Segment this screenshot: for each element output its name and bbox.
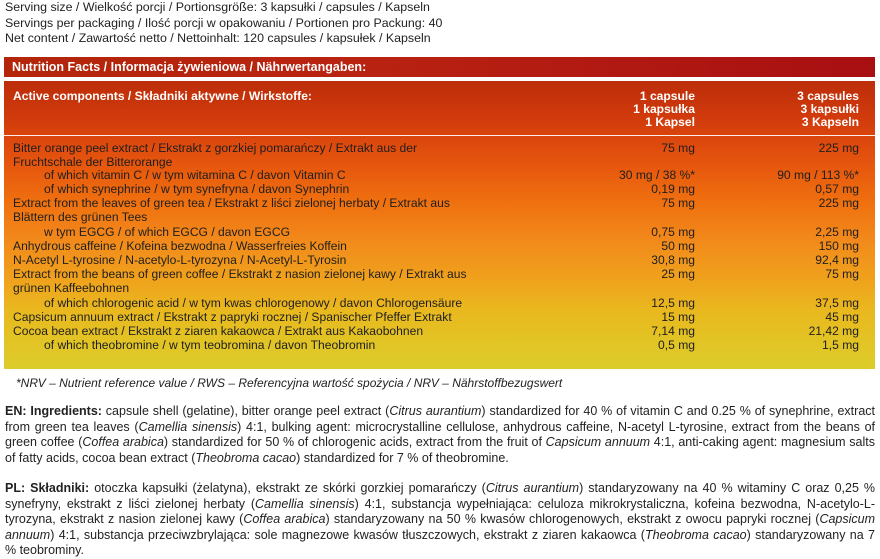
row-label-theobromine: of which theobromine / w tym teobromina / davon Theobromin <box>44 338 376 352</box>
ingredients-en-latin: Capsicum annuum <box>545 435 651 449</box>
row-v1-bitter-orange: 75 mg <box>661 141 695 155</box>
row-v1-egcg: 0,75 mg <box>651 225 695 239</box>
ingredients-pl-label: PL: Składniki: <box>5 481 90 495</box>
row-label-caffeine: Anhydrous caffeine / Kofeina bezwodna / Wasserfreies Koffein <box>13 239 347 253</box>
ingredients-pl-latin: Camellia sinensis <box>255 496 355 511</box>
ingredients-pl-latin: Theobroma cacao <box>644 527 747 542</box>
row-label-green-tea: Extract from the leaves of green tea / Ekstrakt z liści zielonej herbaty / Extrakt aus Blättern des grünen Tees <box>13 196 450 224</box>
serving-info <box>5 0 442 47</box>
ingredients-en-latin: Coffea arabica <box>82 435 164 449</box>
row-label-green-coffee: Extract from the beans of green coffee / Ekstrakt z nasion zielonej kawy / Extrakt aus grünen Kaffeebohnen <box>13 267 467 295</box>
row-v1-tyrosine: 30,8 mg <box>651 253 695 267</box>
ingredients-en <box>5 404 875 466</box>
col2-header-pl: 3 kapsułki <box>800 102 859 116</box>
ingredients-en-latin: Camellia sinensis <box>138 419 238 434</box>
row-v2-cocoa: 21,42 mg <box>808 324 859 338</box>
row-label-capsicum: Capsicum annuum extract / Ekstrakt z papryki rocznej / Spanischer Pfeffer Extrakt <box>13 310 452 324</box>
ingredients-pl-text: otoczka kapsułki (żelatyna), ekstrakt ze skórki gorzkiej pomarańczy ( <box>89 481 486 495</box>
serving-size: Serving size / Wielkość porcji / Portionsgröße: 3 kapsułki / capsules / Kapseln <box>5 0 430 14</box>
row-v2-synephrine: 0,57 mg <box>815 182 859 196</box>
row-v2-tyrosine: 92,4 mg <box>815 253 859 267</box>
nutrition-facts-title: Nutrition Facts / Informacja żywieniowa / Nährwertangaben: <box>4 57 875 77</box>
row-v2-chlorogenic: 37,5 mg <box>815 296 859 310</box>
header-divider <box>4 135 875 136</box>
ingredients-pl-latin: Coffea arabica <box>243 512 326 526</box>
col1-header-de: 1 Kapsel <box>645 115 695 129</box>
ingredients-en-text: 4:1, anti-caking agent: magnesium salts of fatty acids, cocoa bean extract ( <box>5 435 875 465</box>
row-v1-synephrine: 0,19 mg <box>651 182 695 196</box>
row-v2-bitter-orange: 225 mg <box>818 141 859 155</box>
row-v1-caffeine: 50 mg <box>661 239 695 253</box>
row-label-synephrine: of which synephrine / w tym synefryna / davon Synephrin <box>44 182 350 196</box>
row-v1-chlorogenic: 12,5 mg <box>651 296 695 310</box>
ingredients-en-text: ) standardized for 50 % of chlorogenic acids, extract from the fruit of <box>163 435 546 449</box>
ingredients-pl-text: ) 4:1, substancja wypełniająca: celuloza mikrokrystaliczna, kofeina bezwodna, N-acetylo-L-tyrozyna, ekstrakt z nasion zielonej kawy ( <box>5 496 876 526</box>
row-v2-capsicum: 45 mg <box>825 310 859 324</box>
ingredients-pl-text: ) standaryzowany na 7 % teobrominy. <box>5 527 876 557</box>
row-label-egcg: w tym EGCG / of which EGCG / davon EGCG <box>44 225 290 239</box>
ingredients-en-text: ) standardized for 7 % of theobromine. <box>296 450 509 465</box>
ingredients-en-latin: Citrus aurantium <box>389 404 482 418</box>
row-label-tyrosine: N-Acetyl L-tyrosine / N-acetylo-L-tyrozyna / N-Acetyl-L-Tyrosin <box>13 253 347 267</box>
row-v1-vitamin-c: 30 mg / 38 %* <box>619 168 695 182</box>
ingredients-pl-latin: Citrus aurantium <box>485 481 580 495</box>
col2-header-en: 3 capsules <box>797 89 859 103</box>
row-v1-theobromine: 0,5 mg <box>658 338 695 352</box>
nrv-footnote: *NRV – Nutrient reference value / RWS – Referencyjna wartość spożycia / NRV – Nährstoffbezugswert <box>16 376 563 390</box>
ingredients-pl-text: ) 4:1, substancja przeciwzbrylająca: sole magnezowe kwasów tłuszczowych, ekstrakt z ziaren kakaowca ( <box>50 527 645 542</box>
ingredients-pl-text: ) standaryzowany na 50 % kwasów chlorogenowych, ekstrakt z owocu papryki rocznej ( <box>325 512 820 526</box>
row-v2-vitamin-c: 90 mg / 113 %* <box>777 168 859 182</box>
row-label-bitter-orange: Bitter orange peel extract / Ekstrakt z gorzkiej pomarańczy / Extrakt aus der Fruchtschale der Bitterorange <box>13 141 417 169</box>
ingredients-en-label: EN: Ingredients: <box>5 404 102 418</box>
col2-header-de: 3 Kapseln <box>801 115 859 129</box>
nutrition-table <box>4 81 875 369</box>
row-v2-caffeine: 150 mg <box>818 239 859 253</box>
active-components-heading: Active components / Składniki aktywne / Wirkstoffe: <box>13 89 312 103</box>
row-label-cocoa: Cocoa bean extract / Ekstrakt z ziaren kakaowca / Extrakt aus Kakaobohnen <box>13 324 424 338</box>
row-v2-green-coffee: 75 mg <box>825 267 859 281</box>
ingredients-en-latin: Theobroma cacao <box>195 450 297 465</box>
row-v2-theobromine: 1,5 mg <box>822 338 859 352</box>
ingredients-pl-text: ) standaryzowany na 40 % witaminy C oraz 0,25 % synefryny, ekstrakt z liści zielonej herbaty ( <box>5 481 876 511</box>
ingredients-pl-latin: Capsicum annuum <box>5 512 876 542</box>
row-v1-cocoa: 7,14 mg <box>651 324 695 338</box>
row-label-vitamin-c: of which vitamin C / w tym witamina C / davon Vitamin C <box>44 168 346 182</box>
col1-header-en: 1 capsule <box>639 89 695 103</box>
row-v1-green-tea: 75 mg <box>661 196 695 210</box>
row-v2-egcg: 2,25 mg <box>815 225 859 239</box>
col1-header-pl: 1 kapsułka <box>633 102 695 116</box>
row-v1-capsicum: 15 mg <box>661 310 695 324</box>
row-v1-green-coffee: 25 mg <box>661 267 695 281</box>
ingredients-en-text: ) standardized for 40 % of vitamin C and 0.25 % of synephrine, extract from green tea leaves ( <box>5 404 875 434</box>
ingredients-en-text: ) 4:1, bulking agent: microcrystalline cellulose, anhydrous caffeine, N-acetyl L-tyrosine, extract from the beans of green coffee ( <box>5 419 875 449</box>
ingredients-en-text: capsule shell (gelatine), bitter orange peel extract ( <box>101 404 390 418</box>
row-label-chlorogenic: of which chlorogenic acid / w tym kwas chlorogenowy / davon Chlorogensäure <box>44 296 463 310</box>
ingredients-pl <box>5 481 875 559</box>
row-v2-green-tea: 225 mg <box>818 196 859 210</box>
net-content: Net content / Zawartość netto / Nettoinhalt: 120 capsules / kapsułek / Kapseln <box>5 31 431 45</box>
servings-per-package: Servings per packaging / Ilość porcji w opakowaniu / Portionen pro Packung: 40 <box>5 15 443 30</box>
